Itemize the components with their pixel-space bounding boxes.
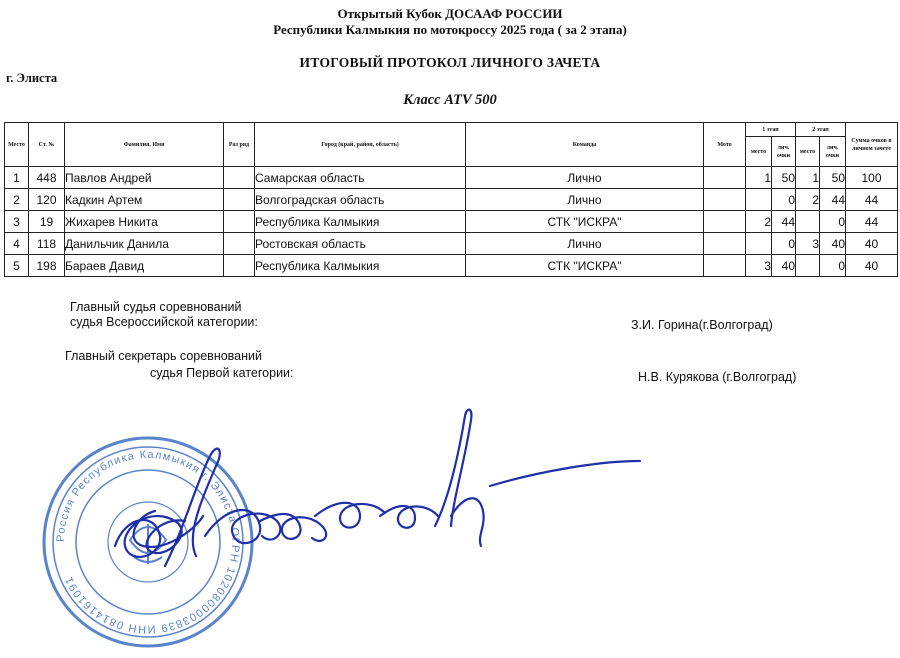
cell-stage1-points: 0 bbox=[772, 189, 796, 211]
stamp-text: Россия Республика Калмыкия г. Элиста ОГРН 1020800003839 ИНН 0814161091 bbox=[54, 448, 242, 636]
judge-name: З.И. Горина(г.Волгоград) bbox=[631, 318, 773, 332]
secretary-name: Н.В. Курякова (г.Волгоград) bbox=[638, 370, 797, 384]
cell-name: Данильчик Данила bbox=[65, 233, 224, 255]
cell-rank bbox=[224, 255, 255, 277]
cell-name: Кадкин Артем bbox=[65, 189, 224, 211]
cell-name: Павлов Андрей bbox=[65, 167, 224, 189]
cell-start-no: 198 bbox=[29, 255, 65, 277]
cell-total: 40 bbox=[846, 233, 898, 255]
cell-stage2-points: 44 bbox=[820, 189, 846, 211]
cell-start-no: 118 bbox=[29, 233, 65, 255]
cell-stage2-points: 50 bbox=[820, 167, 846, 189]
cell-place: 1 bbox=[5, 167, 29, 189]
cell-rank bbox=[224, 189, 255, 211]
cell-stage1-place: 2 bbox=[746, 211, 772, 233]
city-label: г. Элиста bbox=[6, 71, 58, 85]
results-table bbox=[4, 122, 898, 277]
cell-rank bbox=[224, 167, 255, 189]
cell-start-no: 448 bbox=[29, 167, 65, 189]
protocol-title: ИТОГОВЫЙ ПРОТОКОЛ ЛИЧНОГО ЗАЧЕТА bbox=[299, 55, 601, 70]
cell-city: Республика Калмыкия bbox=[255, 211, 466, 233]
cell-stage1-place: 3 bbox=[746, 255, 772, 277]
cell-team: Лично bbox=[466, 167, 704, 189]
cell-name: Жихарев Никита bbox=[65, 211, 224, 233]
header-name: Фамилия, Имя bbox=[65, 123, 224, 167]
cell-total: 44 bbox=[846, 189, 898, 211]
header-stage1-place: место bbox=[746, 137, 772, 167]
cell-place: 3 bbox=[5, 211, 29, 233]
cell-total: 44 bbox=[846, 211, 898, 233]
cell-stage2-points: 0 bbox=[820, 255, 846, 277]
cell-start-no: 120 bbox=[29, 189, 65, 211]
cell-place: 2 bbox=[5, 189, 29, 211]
cell-place: 4 bbox=[5, 233, 29, 255]
table-row bbox=[5, 255, 898, 277]
cell-city: Республика Калмыкия bbox=[255, 255, 466, 277]
header-stage1: 1 этап bbox=[746, 123, 796, 137]
cell-stage2-place: 3 bbox=[796, 233, 820, 255]
cell-stage1-place: 1 bbox=[746, 167, 772, 189]
cell-stage1-place bbox=[746, 233, 772, 255]
cell-total: 40 bbox=[846, 255, 898, 277]
secretary-title: Главный секретарь соревнований bbox=[65, 349, 262, 363]
cell-city: Самарская область bbox=[255, 167, 466, 189]
header-moto: Мото bbox=[704, 123, 746, 167]
cell-name: Бараев Давид bbox=[65, 255, 224, 277]
cell-stage2-points: 0 bbox=[820, 211, 846, 233]
header-rank: Раз ряд bbox=[224, 123, 255, 167]
cell-stage1-place bbox=[746, 189, 772, 211]
header-team: Команда bbox=[466, 123, 704, 167]
cell-city: Волгоградская область bbox=[255, 189, 466, 211]
handwritten-signature bbox=[95, 396, 655, 596]
cell-rank bbox=[224, 211, 255, 233]
title-line-1: Открытый Кубок ДОСААФ РОССИИ bbox=[337, 6, 563, 21]
cell-stage1-points: 0 bbox=[772, 233, 796, 255]
table-row bbox=[5, 233, 898, 255]
header-stage2-points: лич. очки bbox=[820, 137, 846, 167]
header-start-no: Ст. № bbox=[29, 123, 65, 167]
header-stage2-place: место bbox=[796, 137, 820, 167]
title-line-2: Республики Калмыкия по мотокроссу 2025 года ( за 2 этапа) bbox=[273, 22, 627, 37]
header-stage1-points: лич. очки bbox=[772, 137, 796, 167]
cell-total: 100 bbox=[846, 167, 898, 189]
class-label: Класс ATV 500 bbox=[403, 92, 497, 108]
cell-stage2-place bbox=[796, 255, 820, 277]
cell-stage2-place bbox=[796, 211, 820, 233]
cell-moto bbox=[704, 189, 746, 211]
table-row bbox=[5, 189, 898, 211]
cell-place: 5 bbox=[5, 255, 29, 277]
judge-title: Главный судья соревнований bbox=[70, 300, 242, 314]
header-stage2: 2 этап bbox=[796, 123, 846, 137]
cell-start-no: 19 bbox=[29, 211, 65, 233]
cell-rank bbox=[224, 233, 255, 255]
header-city: Город (край, район, область) bbox=[255, 123, 466, 167]
cell-team: Лично bbox=[466, 233, 704, 255]
cell-stage1-points: 40 bbox=[772, 255, 796, 277]
cell-moto bbox=[704, 255, 746, 277]
cell-moto bbox=[704, 211, 746, 233]
table-row bbox=[5, 167, 898, 189]
cell-stage2-place: 2 bbox=[796, 189, 820, 211]
cell-team: СТК "ИСКРА" bbox=[466, 211, 704, 233]
cell-stage2-place: 1 bbox=[796, 167, 820, 189]
cell-team: СТК "ИСКРА" bbox=[466, 255, 704, 277]
cell-team: Лично bbox=[466, 189, 704, 211]
cell-stage1-points: 44 bbox=[772, 211, 796, 233]
table-row bbox=[5, 211, 898, 233]
secretary-category: судья Первой категории: bbox=[150, 366, 294, 380]
cell-stage1-points: 50 bbox=[772, 167, 796, 189]
judge-category: судья Всероссийской категории: bbox=[70, 315, 258, 329]
cell-moto bbox=[704, 233, 746, 255]
header-place: Место bbox=[5, 123, 29, 167]
header-total: Сумма очков в личном зачете bbox=[846, 123, 898, 167]
cell-moto bbox=[704, 167, 746, 189]
cell-stage2-points: 40 bbox=[820, 233, 846, 255]
cell-city: Ростовская область bbox=[255, 233, 466, 255]
